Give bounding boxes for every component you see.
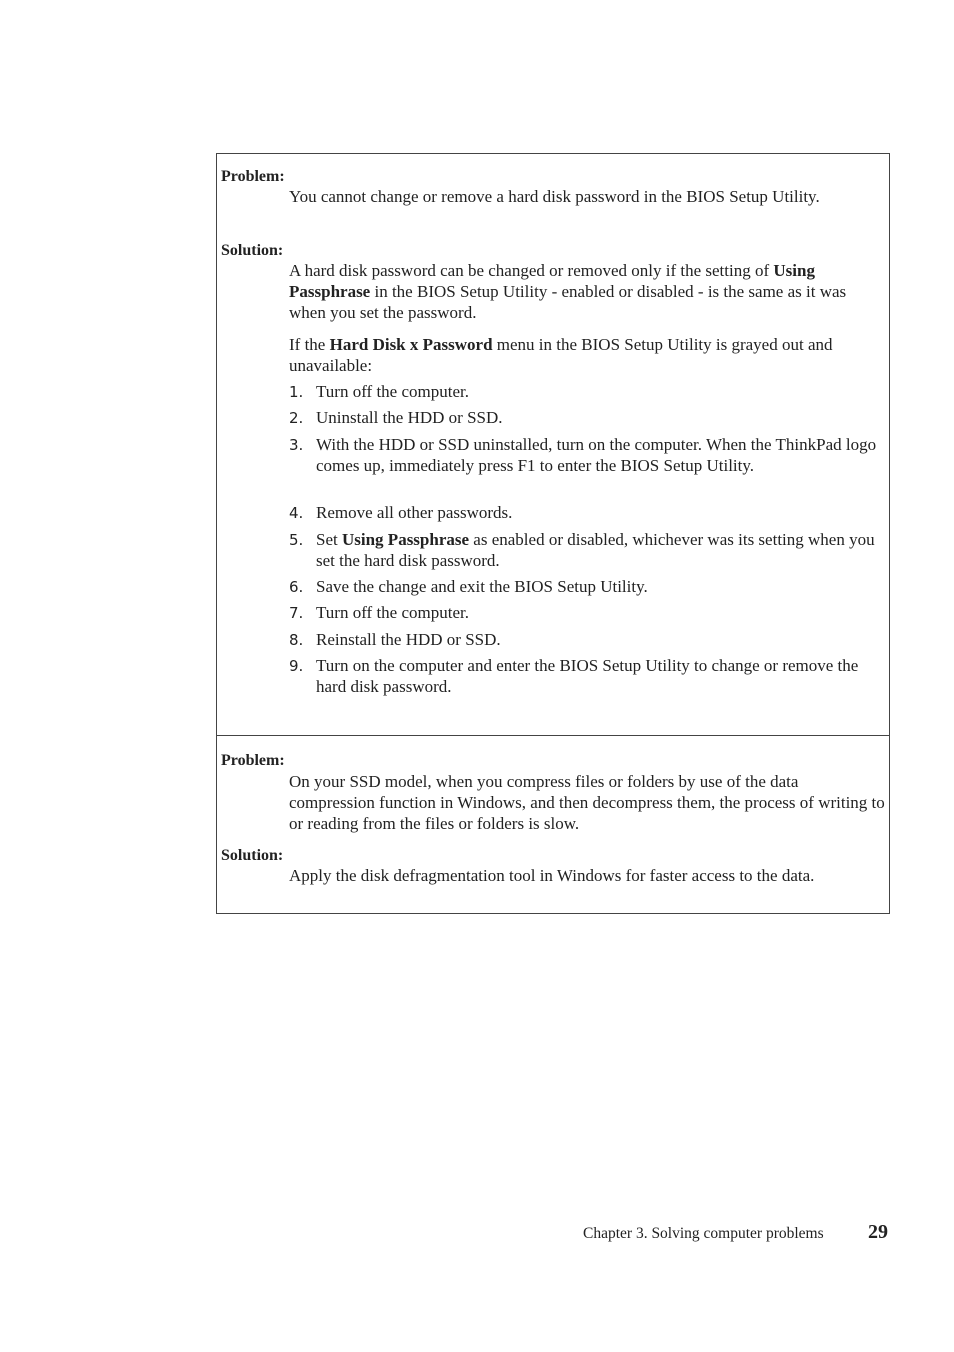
problem-label: Problem:: [221, 168, 285, 185]
list-item: [289, 503, 887, 524]
problem-label: Problem:: [221, 752, 285, 769]
step-number: 9.: [289, 657, 304, 675]
list-item: [289, 382, 887, 403]
solution-paragraph-2: [289, 335, 887, 377]
step-text: Remove all other passwords.: [316, 503, 513, 522]
step-number: 8.: [289, 631, 304, 649]
step-text: [316, 530, 887, 572]
bold-term: Using Passphrase: [341, 530, 470, 549]
footer-chapter-title: Chapter 3. Solving computer problems: [583, 1225, 824, 1242]
solution-label: Solution:: [221, 847, 284, 864]
text-run: as enabled or disabled, whichever was its setting when you set the hard disk password.: [316, 530, 875, 570]
step-text: With the HDD or SSD uninstalled, turn on the computer. When the ThinkPad logo comes up, immediately press F1 to enter the BIOS Setup Utility.: [316, 435, 877, 475]
step-text: Turn on the computer and enter the BIOS Setup Utility to change or remove the hard disk password.: [316, 656, 859, 696]
solution-paragraph-1: [289, 261, 887, 323]
step-number: 5.: [289, 531, 304, 549]
page-number: 29: [868, 1221, 888, 1243]
problem-text: You cannot change or remove a hard disk password in the BIOS Setup Utility.: [289, 187, 820, 206]
problem-block-ssd-compression: [217, 735, 889, 913]
list-item: [289, 577, 887, 598]
step-number: 6.: [289, 578, 304, 596]
list-item: [289, 630, 887, 651]
list-item: [289, 408, 887, 429]
step-number: 3.: [289, 436, 304, 454]
step-number: 1.: [289, 383, 304, 401]
step-text: Uninstall the HDD or SSD.: [316, 408, 503, 427]
step-number: 7.: [289, 604, 304, 622]
list-item: [289, 603, 887, 624]
step-number: 2.: [289, 409, 304, 427]
text-run: Set: [316, 530, 342, 549]
problem-text: On your SSD model, when you compress files or folders by use of the data compression function in Windows, and then decompress them, the process of writing to or reading from the files or folders is slow.: [289, 772, 885, 833]
solution-label: Solution:: [221, 242, 284, 259]
step-text: Save the change and exit the BIOS Setup Utility.: [316, 577, 648, 596]
list-item: [289, 656, 887, 698]
list-item: [289, 435, 887, 477]
step-text: Turn off the computer.: [316, 603, 469, 622]
text-run: A hard disk password can be changed or removed only if the setting of: [289, 261, 774, 280]
step-text: Turn off the computer.: [316, 382, 469, 401]
step-number: 4.: [289, 504, 304, 522]
solution-text: Apply the disk defragmentation tool in Windows for faster access to the data.: [289, 866, 815, 885]
list-item: [289, 530, 887, 572]
step-text: Reinstall the HDD or SSD.: [316, 630, 501, 649]
bold-term: Hard Disk x Password: [329, 335, 493, 354]
problem-block-hard-disk-password: [217, 154, 889, 735]
text-run: If the: [289, 335, 330, 354]
bold-term: Using Passphrase: [289, 261, 815, 301]
problem-solution-table: [216, 153, 890, 914]
text-run: menu in the BIOS Setup Utility is grayed out and unavailable:: [289, 335, 833, 375]
text-run: in the BIOS Setup Utility - enabled or disabled - is the same as it was when you set the password.: [289, 281, 847, 322]
